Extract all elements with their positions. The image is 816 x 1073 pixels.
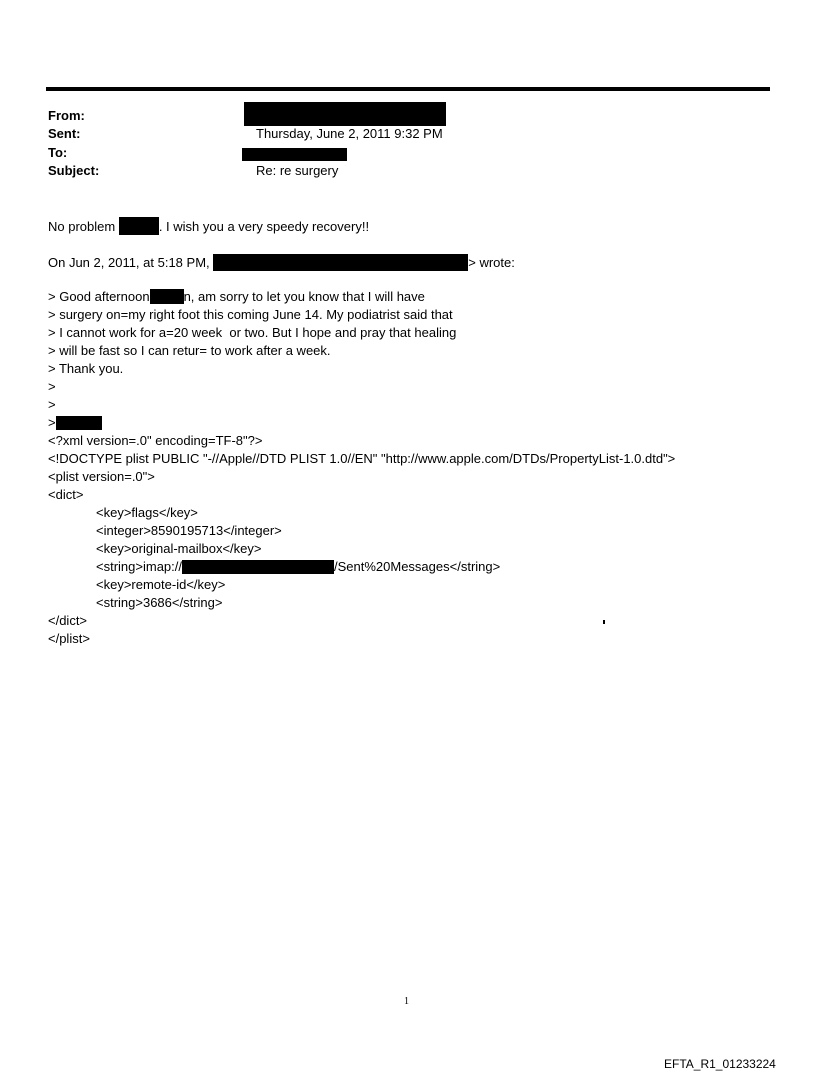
plist-integer-flags: <integer>8590195713</integer> [96, 523, 282, 538]
reply-text-start: No problem [48, 219, 119, 234]
plist-key-flags: <key>flags</key> [96, 505, 198, 520]
reply-line [48, 217, 369, 235]
imap-string-end: /Sent%20Messages</string> [334, 559, 501, 574]
document-id-footer: EFTA_R1_01233224 [664, 1057, 776, 1071]
plist-close: </plist> [48, 631, 90, 646]
sent-label: Sent: [48, 126, 81, 141]
quoted-line-8 [48, 415, 102, 430]
quoted-line-7: > [48, 397, 56, 412]
plist-string-remote: <string>3686</string> [96, 595, 223, 610]
attribution-line [48, 254, 515, 271]
email-redaction [182, 560, 334, 574]
from-label: From: [48, 108, 85, 123]
subject-label: Subject: [48, 163, 100, 178]
quoted-line-1-end: n, am sorry to let you know that I will have [183, 289, 425, 304]
subject-value: Re: re surgery [256, 163, 339, 178]
quoted-line-2: > surgery on=my right foot this coming June 14. My podiatrist said that [48, 307, 453, 322]
plist-string-imap [96, 559, 500, 574]
imap-string-start: <string>imap:// [96, 559, 182, 574]
attribution-start: On Jun 2, 2011, at 5:18 PM, [48, 255, 214, 270]
header-rule [46, 87, 770, 91]
quoted-line-1 [48, 289, 425, 304]
sent-value: Thursday, June 2, 2011 9:32 PM [256, 126, 443, 141]
quoted-line-8-mark: > [48, 415, 56, 430]
to-label: To: [48, 145, 68, 160]
sender-redaction [213, 254, 468, 271]
quoted-line-1-start: > Good afternoon [48, 289, 150, 304]
quoted-line-6: > [48, 379, 56, 394]
quoted-line-3: > I cannot work for a=20 week or two. But I hope and pray that healing [48, 325, 457, 340]
to-redaction [242, 148, 347, 161]
dict-open: <dict> [48, 487, 84, 502]
stray-mark [603, 620, 605, 624]
name-redaction [119, 217, 159, 235]
quoted-line-5: > Thank you. [48, 361, 124, 376]
quoted-line-4: > will be fast so I can retur= to work after a week. [48, 343, 331, 358]
plist-key-mailbox: <key>original-mailbox</key> [96, 541, 262, 556]
quoted-name-redaction [150, 289, 184, 304]
page-number: 1 [404, 996, 409, 1007]
from-redaction [244, 102, 446, 126]
plist-open: <plist version=.0"> [48, 469, 155, 484]
dict-close: </dict> [48, 613, 88, 628]
plist-xml-declaration: <?xml version=.0" encoding=TF-8"?> [48, 433, 263, 448]
plist-doctype: <!DOCTYPE plist PUBLIC "-//Apple//DTD PLIST 1.0//EN" "http://www.apple.com/DTDs/PropertyList-1.0.dtd"> [48, 451, 676, 466]
reply-text-end: . I wish you a very speedy recovery!! [158, 219, 370, 234]
plist-key-remote: <key>remote-id</key> [96, 577, 226, 592]
signature-redaction [56, 416, 102, 430]
attribution-end: > wrote: [468, 255, 515, 270]
